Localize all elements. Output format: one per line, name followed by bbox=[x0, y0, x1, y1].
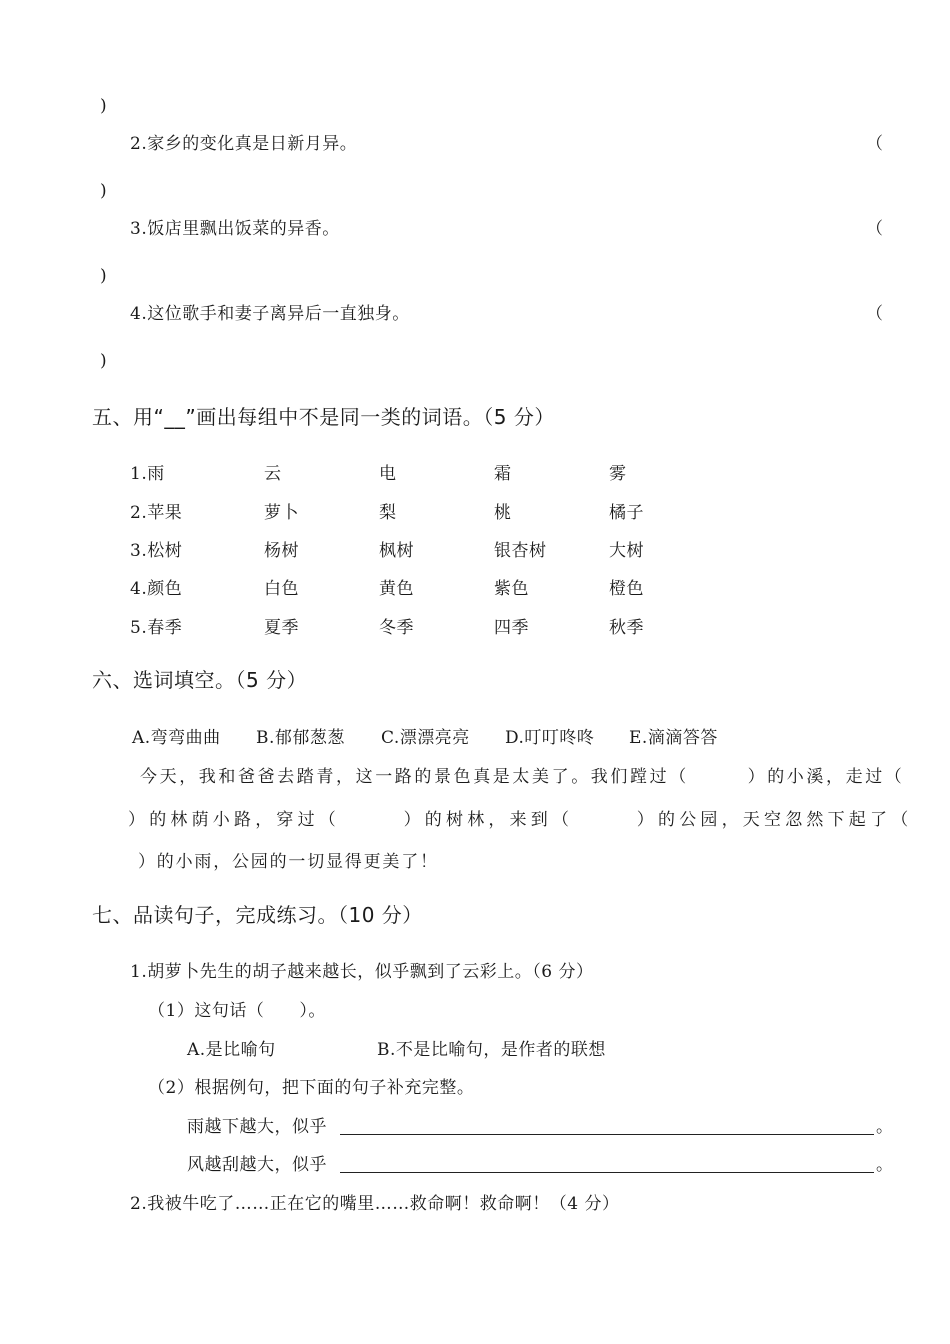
item-3-text: 3.饭店里飘出饭菜的异香。 bbox=[130, 219, 340, 239]
word-cell[interactable]: 4.颜色 bbox=[130, 579, 183, 599]
item-2-answer-open[interactable]: （ bbox=[866, 134, 884, 154]
section-6-title: 六、选词填空。（5 分） bbox=[92, 668, 308, 692]
word-cell[interactable]: 枫树 bbox=[379, 541, 414, 561]
choice-a[interactable]: A.是比喻句 bbox=[187, 1040, 276, 1060]
answer-line-2[interactable] bbox=[340, 1172, 874, 1173]
section-7-title: 七、品读句子，完成练习。（10 分） bbox=[92, 903, 423, 927]
word-cell[interactable]: 萝卜 bbox=[264, 503, 299, 523]
question-2: 2.我被牛吃了……正在它的嘴里……救命啊！救命啊！（4 分） bbox=[130, 1194, 620, 1214]
word-cell[interactable]: 冬季 bbox=[379, 618, 414, 638]
section-5-title-pre: 五、用“ bbox=[92, 405, 165, 429]
item-4-answer-close: ) bbox=[100, 351, 108, 371]
question-1-sub-2: （2）根据例句，把下面的句子补充完整。 bbox=[148, 1078, 475, 1098]
option-b: B.郁郁葱葱 bbox=[256, 728, 345, 748]
bracket-close-1: ) bbox=[100, 96, 108, 116]
section-5-title bbox=[92, 405, 555, 429]
word-cell[interactable]: 桃 bbox=[494, 503, 512, 523]
word-cell[interactable]: 杨树 bbox=[264, 541, 299, 561]
question-1-sub-1: （1）这句话（ ）。 bbox=[148, 1001, 326, 1021]
item-2-answer-close: ) bbox=[100, 181, 108, 201]
option-c: C.漂漂亮亮 bbox=[381, 728, 470, 748]
item-3-answer-open[interactable]: （ bbox=[866, 219, 884, 239]
fill-sentence-1-prefix: 雨越下越大，似乎 bbox=[187, 1117, 327, 1137]
word-cell[interactable]: 雾 bbox=[609, 464, 627, 484]
word-cell[interactable]: 白色 bbox=[264, 579, 299, 599]
word-cell[interactable]: 梨 bbox=[379, 503, 397, 523]
item-3-answer-close: ) bbox=[100, 266, 108, 286]
word-cell[interactable]: 云 bbox=[264, 464, 282, 484]
option-e: E.滴滴答答 bbox=[629, 728, 718, 748]
word-cell[interactable]: 大树 bbox=[609, 541, 644, 561]
word-cell[interactable]: 5.春季 bbox=[130, 618, 183, 638]
choice-b[interactable]: B.不是比喻句，是作者的联想 bbox=[377, 1040, 606, 1060]
section-5-title-post: ”画出每组中不是同一类的词语。（5 分） bbox=[185, 405, 555, 429]
word-cell[interactable]: 1.雨 bbox=[130, 464, 165, 484]
passage-line-1: 今天，我和爸爸去踏青，这一路的景色真是太美了。我们蹚过（ ）的小溪，走过（ bbox=[140, 767, 905, 787]
item-4-answer-open[interactable]: （ bbox=[866, 304, 884, 324]
answer-line-1[interactable] bbox=[340, 1134, 874, 1135]
word-cell[interactable]: 橙色 bbox=[609, 579, 644, 599]
word-cell[interactable]: 秋季 bbox=[609, 618, 644, 638]
word-cell[interactable]: 橘子 bbox=[609, 503, 644, 523]
word-cell[interactable]: 紫色 bbox=[494, 579, 529, 599]
option-a: A.弯弯曲曲 bbox=[132, 728, 221, 748]
option-d: D.叮叮咚咚 bbox=[505, 728, 595, 748]
item-2-text: 2.家乡的变化真是日新月异。 bbox=[130, 134, 358, 154]
passage-line-3: ）的小雨，公园的一切显得更美了！ bbox=[138, 852, 439, 872]
section-5-underline-mark: __ bbox=[164, 405, 186, 429]
word-cell[interactable]: 2.苹果 bbox=[130, 503, 183, 523]
word-cell[interactable]: 四季 bbox=[494, 618, 529, 638]
fill-sentence-2-period: 。 bbox=[876, 1155, 894, 1175]
item-4-text: 4.这位歌手和妻子离异后一直独身。 bbox=[130, 304, 410, 324]
word-cell[interactable]: 电 bbox=[379, 464, 397, 484]
question-1: 1.胡萝卜先生的胡子越来越长，似乎飘到了云彩上。（6 分） bbox=[130, 962, 594, 982]
fill-sentence-1-period: 。 bbox=[876, 1117, 894, 1137]
word-cell[interactable]: 夏季 bbox=[264, 618, 299, 638]
word-cell[interactable]: 黄色 bbox=[379, 579, 414, 599]
fill-sentence-2-prefix: 风越刮越大，似乎 bbox=[187, 1155, 327, 1175]
word-cell[interactable]: 银杏树 bbox=[494, 541, 547, 561]
word-cell[interactable]: 霜 bbox=[494, 464, 512, 484]
passage-line-2: ）的林荫小路，穿过（ ）的树林，来到（ ）的公园，天空忽然下起了（ bbox=[128, 810, 913, 830]
word-cell[interactable]: 3.松树 bbox=[130, 541, 183, 561]
